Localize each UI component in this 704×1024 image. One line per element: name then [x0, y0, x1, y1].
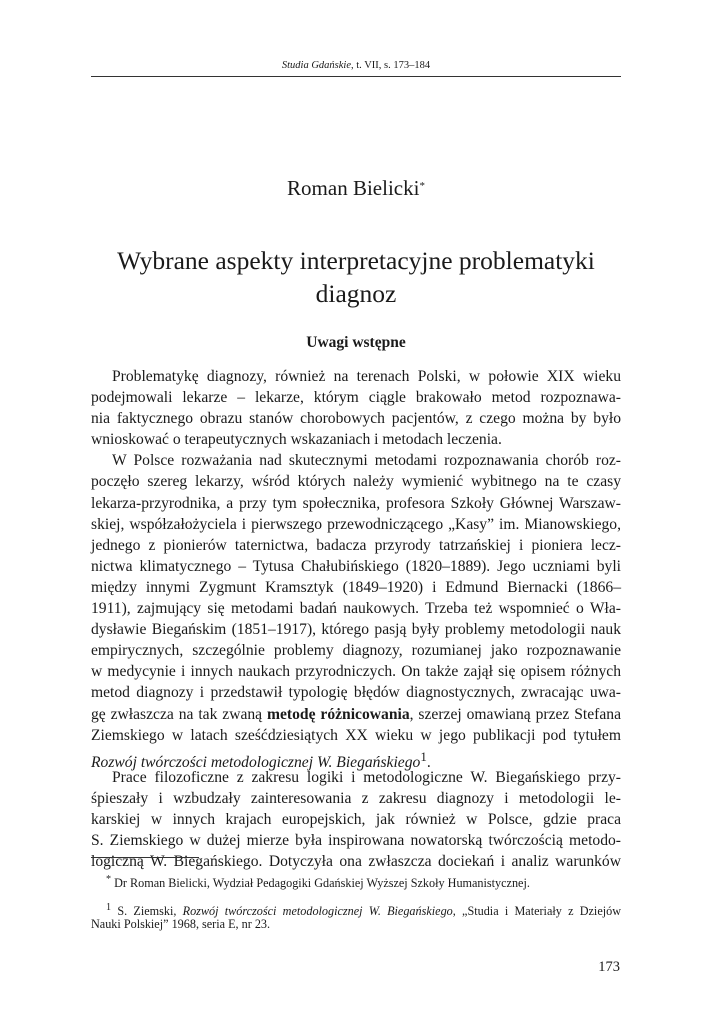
line-text-post: .	[426, 753, 431, 771]
line-text: S. Ziemskiego w dużej mierze była inspirowana nowatorską twórczością metodo-	[91, 832, 621, 850]
line-text: Problematykę diagnozy, również na terenach Polski, w połowie XIX wieku	[112, 368, 621, 385]
title-line: Wybrane aspekty interpretacyjne problematyki	[117, 246, 595, 275]
text-line	[91, 429, 621, 450]
running-head-journal: Studia Gdańskie	[281, 60, 351, 71]
footnote-1	[91, 899, 622, 919]
line-text: śpieszały i wzbudzały zainteresowania z zakresu diagnozy i metodologii le-	[91, 789, 621, 807]
author-name	[91, 175, 621, 201]
line-text: dysławie Biegańskim (1851–1917), którego pasją były problemy metodologii nauk	[91, 621, 621, 639]
section-heading: Uwagi wstępne	[306, 334, 406, 351]
footnote-author-mark: *	[106, 874, 112, 885]
line-text: Ziemskiego w latach sześćdziesiątych XX wieku w jego publikacji pod tytułem	[91, 726, 621, 744]
bold-term: metodę różnicowania	[267, 705, 410, 723]
text-line	[91, 851, 621, 872]
running-head	[91, 60, 621, 72]
text-line	[91, 556, 621, 577]
line-text: W Polsce rozważania nad skutecznymi metodami rozpoznawania chorób roz-	[112, 452, 621, 470]
text-line	[91, 788, 621, 809]
text-line	[91, 514, 621, 535]
line-text: metod diagnozy i przedstawił typologię błędów diagnostycznych, zwracając uwa-	[91, 684, 621, 702]
title-line: diagnoz	[315, 279, 397, 308]
line-text: nictwa klimatycznego – Tytusa Chałubińskiego (1820–1889). Jego uczniami byli	[91, 557, 621, 575]
line-text: karskiej w innych krajach europejskich, jak również w Polsce, gdzie praca	[91, 810, 621, 828]
line-text: podejmowali lekarze – lekarze, którym ciągle brakowało metod rozpoznawa-	[91, 389, 621, 407]
text-line	[91, 830, 621, 851]
text-line	[91, 619, 621, 640]
line-text: poczęło szereg lekarzy, wśród których należy wymienić wybitnego na te czasy	[91, 473, 621, 491]
footnote-1-line2: Nauki Polskiej” 1968, seria E, nr 23.	[91, 917, 271, 931]
text-line	[91, 661, 621, 682]
footnote-author-text: Dr Roman Bielicki, Wydział Pedagogiki Gdańskiej Wyższej Szkoły Humanistycznej.	[114, 876, 530, 891]
text-line	[91, 767, 621, 788]
text-line	[91, 598, 621, 619]
footnote-1-post: , „Studia i Materiały z Dziejów	[452, 904, 622, 919]
header-rule	[91, 76, 621, 77]
footnote-1-mark: 1	[106, 902, 112, 913]
text-line	[91, 408, 621, 429]
page-number: 173	[598, 959, 620, 975]
article-title	[91, 244, 621, 310]
body-text	[91, 366, 621, 872]
footnote-1-pre: S. Ziemski,	[117, 904, 183, 919]
text-line	[91, 535, 621, 556]
running-head-volume: , t. VII, s. 173–184	[350, 60, 431, 71]
text-line	[91, 809, 621, 830]
text-line	[91, 450, 621, 471]
footnote-ref: 1	[420, 748, 427, 764]
text-line	[91, 577, 621, 598]
text-line	[91, 725, 621, 746]
author-footnote-mark: *	[419, 180, 425, 192]
footnotes	[91, 871, 621, 933]
line-text: wnioskować o terapeutycznych wskazaniach i metodach leczenia.	[91, 431, 502, 449]
line-text: empirycznych, szczególnie problemy diagnozy, rozumianej jako rozpoznawanie	[91, 642, 621, 660]
text-line	[91, 704, 621, 725]
line-text-post: , szerzej omawianą przez Stefana	[409, 705, 621, 723]
italic-title: Rozwój twórczości metodologicznej W. Biegańskiego	[91, 753, 421, 771]
text-line	[91, 387, 621, 408]
text-line	[91, 366, 621, 387]
text-line	[91, 640, 621, 661]
author-name-text: Roman Bielicki	[287, 176, 420, 200]
footnote-rule	[91, 857, 199, 858]
line-text: Prace filozoficzne z zakresu logiki i metodologiczne W. Biegańskiego przy-	[112, 768, 621, 786]
footnote-1-italic: Rozwój twórczości metodologicznej W. Biegańskiego	[182, 904, 453, 919]
line-text: między innymi Zygmunt Kramsztyk (1849–1920) i Edmund Biernacki (1866–	[91, 578, 621, 596]
text-line	[91, 746, 621, 771]
text-line	[91, 471, 621, 492]
line-text: 1911), zajmujący się metodami badań naukowych. Trzeba też wspomnieć o Wła-	[91, 600, 621, 618]
line-text: skiej, współzałożyciela i pierwszego przewodniczącego „Kasy” im. Mianowskiego,	[91, 515, 621, 533]
text-line	[91, 493, 621, 514]
line-text: logiczną W. Biegańskiego. Dotyczyła ona zwłaszcza dociekań i analiz warunków	[91, 853, 621, 871]
line-text: lekarza-przyrodnika, a przy tym społecznika, profesora Szkoły Głównej Warszaw-	[91, 494, 621, 512]
line-text-pre: gę zwłaszcza na tak zwaną	[91, 705, 267, 723]
footnote-author	[91, 871, 621, 891]
line-text: nia faktycznego obrazu stanów chorobowych pacjentów, z czego można by było	[91, 410, 621, 428]
line-text: w medycynie i innych naukach przyrodniczych. On także zajął się opisem różnych	[91, 663, 621, 681]
text-line	[91, 682, 621, 703]
line-text: jednego z pionierów taternictwa, badacza przyrody tatrzańskiej i pioniera lecz-	[91, 536, 621, 554]
